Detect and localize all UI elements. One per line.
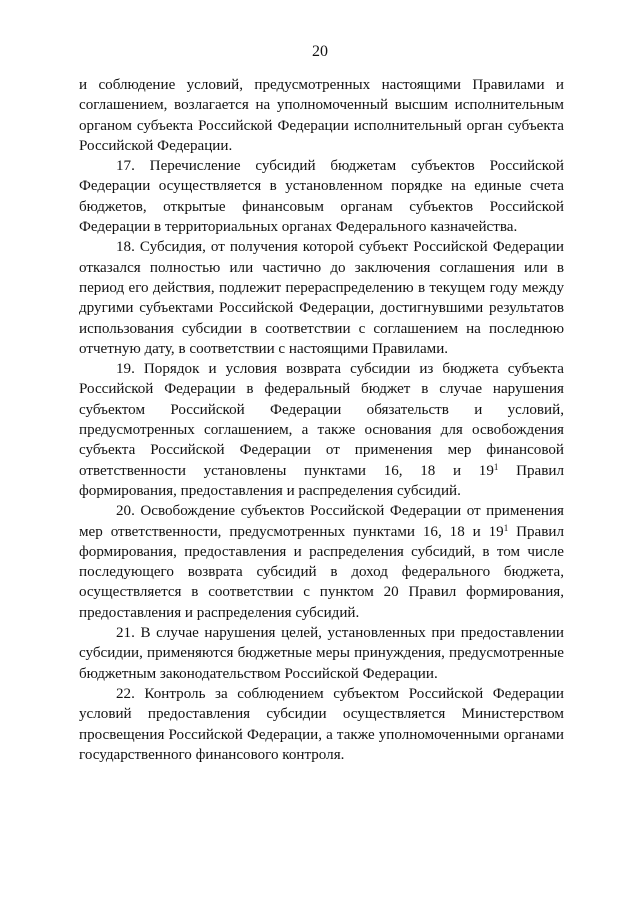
- paragraph-text: 17. Перечисление субсидий бюджетам субъектов Российской Федерации осуществляется в установленном порядке на единые счета бюджетов, открытые финансовым органам субъектов Российской Федерации в территориальных органах Федерального казначейства.: [79, 158, 564, 236]
- paragraph-text: 18. Субсидия, от получения которой субъект Российской Федерации отказался полностью или частично до заключения соглашения или в период его действия, подлежит перераспределению в текущем году между другими субъектами Российской Федерации, достигнувшими результатов использования субсидии в соответствии с соглашением на последнюю отчетную дату, в соответствии с настоящими Правилами.: [79, 239, 564, 357]
- superscript-footnote-mark: 1: [493, 461, 499, 472]
- paragraph-text: 21. В случае нарушения целей, установленных при предоставлении субсидии, применяются бюджетные меры принуждения, предусмотренные бюджетным законодательством Российской Федерации.: [79, 625, 564, 682]
- paragraph-22: [79, 684, 564, 765]
- paragraph-text: Правил формирования, предоставления и распределения субсидий, в том числе последующего возврата субсидий в доход федерального бюджета, осуществляется в соответствии с пунктом 20 Правил формирования, предоставления и распределения субсидий.: [79, 523, 564, 621]
- paragraph-text: и соблюдение условий, предусмотренных настоящими Правилами и соглашением, возлагается на уполномоченный высшим исполнительным органом субъекта Российской Федерации исполнительный орган субъекта Российской Федерации.: [79, 77, 564, 154]
- paragraph-text: 22. Контроль за соблюдением субъектом Российской Федерации условий предоставления субсидии осуществляется Министерством просвещения Российской Федерации, а также уполномоченными органами государственного финансового контроля.: [79, 685, 564, 763]
- paragraph-text: 19. Порядок и условия возврата субсидии из бюджета субъекта Российской Федерации в федеральный бюджет в случае нарушения субъектом Российской Федерации обязательств и условий, предусмотренных соглашением, а также основания для освобождения субъекта Российской Федерации от применения мер финансовой ответственности установлены пунктами 16, 18 и 19: [79, 361, 564, 479]
- superscript-footnote-mark: 1: [503, 522, 509, 533]
- paragraph-17: [79, 156, 564, 237]
- paragraph-continuation: [79, 75, 564, 156]
- paragraph-19: [79, 359, 564, 501]
- paragraph-20: [79, 501, 564, 623]
- page-number: 20: [312, 43, 328, 60]
- paragraph-text: Правил формирования, предоставления и распределения субсидий.: [79, 462, 564, 499]
- paragraph-text: 20. Освобождение субъектов Российской Федерации от применения мер ответственности, предусмотренных пунктами 16, 18 и 19: [79, 503, 564, 540]
- document-body: [79, 75, 564, 765]
- paragraph-18: [79, 237, 564, 359]
- paragraph-21: [79, 623, 564, 684]
